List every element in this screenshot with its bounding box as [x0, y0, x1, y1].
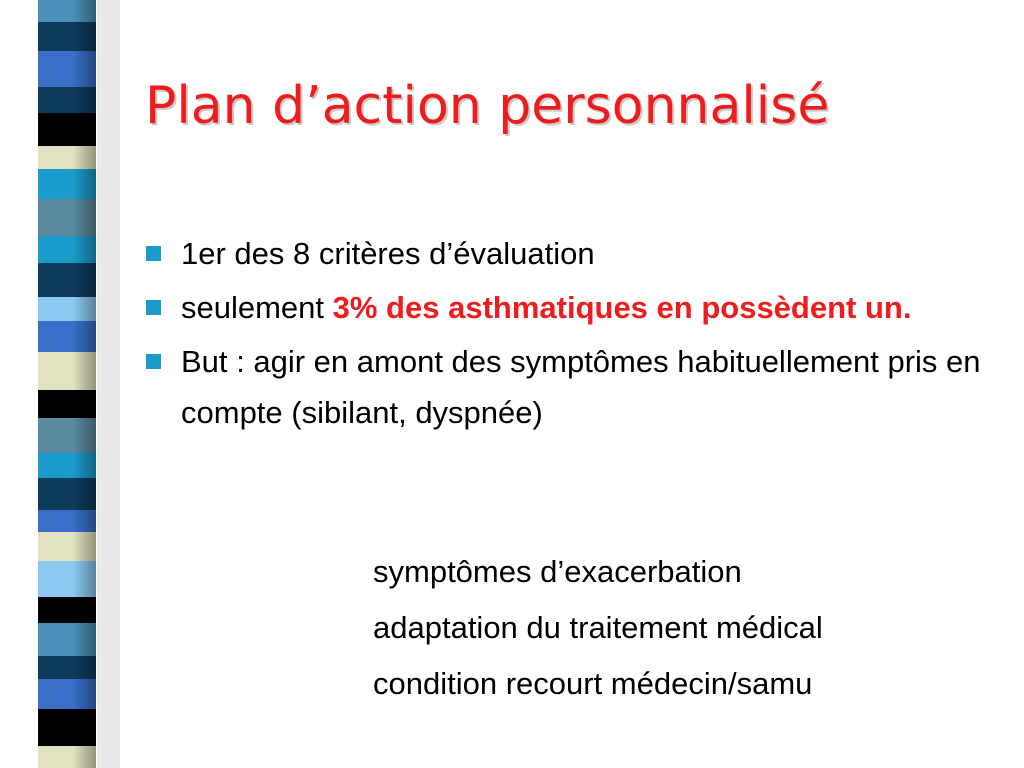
square-bullet-icon — [146, 354, 161, 369]
striped-bar-decoration — [0, 0, 120, 768]
sub-line: adaptation du traitement médical — [373, 610, 823, 645]
bullet-item — [145, 282, 1005, 333]
bullet-text: 1er des 8 critères d’évaluation — [181, 236, 595, 271]
slide-title: Plan d’action personnalisé — [145, 76, 830, 136]
bullet-item — [145, 228, 1005, 279]
sub-line: symptômes d’exacerbation — [373, 554, 742, 589]
bullet-item — [145, 336, 1005, 438]
sub-line-list — [373, 544, 823, 712]
square-bullet-icon — [146, 300, 161, 315]
bullet-highlight: 3% des asthmatiques en possèdent un. — [332, 290, 912, 325]
sub-line: condition recourt médecin/samu — [373, 666, 813, 701]
bullet-text: seulement — [181, 290, 333, 325]
bullet-list — [145, 228, 1005, 441]
stripe-svg — [0, 0, 120, 768]
square-bullet-icon — [146, 246, 161, 261]
stripe-shading — [38, 0, 96, 768]
bullet-text: But : agir en amont des symptômes habituellement pris en compte (sibilant, dyspnée) — [181, 344, 981, 430]
